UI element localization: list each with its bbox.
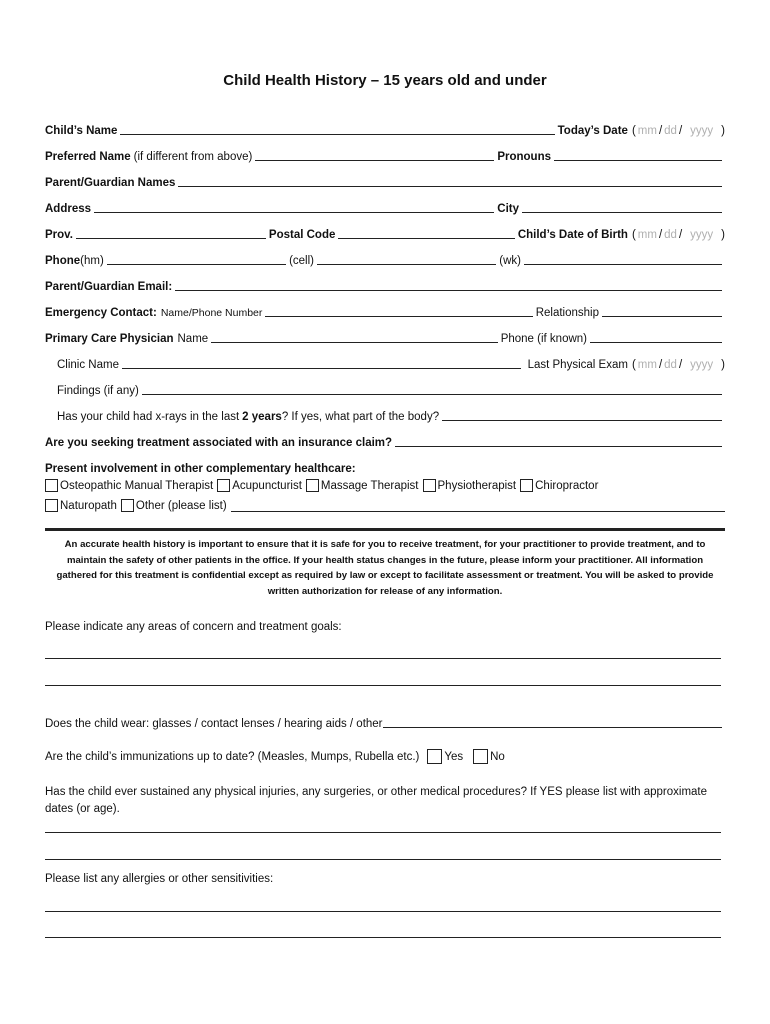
todays-date-label: Today’s Date [557,125,628,137]
checkbox[interactable] [121,499,134,512]
findings-label: Findings (if any) [57,385,139,397]
preferred-name-note: (if different from above) [133,151,253,163]
parent-names-row [45,173,725,189]
childs-name-label: Child’s Name [45,125,118,137]
physician-name-label: Name [177,333,209,345]
xrays-row [57,407,725,423]
parent-names-field[interactable] [178,186,722,187]
preferred-name-label: Preferred Name [45,151,131,163]
emergency-contact-field[interactable] [265,316,532,317]
checkbox[interactable] [427,749,442,764]
checkbox[interactable] [217,479,230,492]
phone-hm-field[interactable] [107,264,286,265]
city-field[interactable] [522,212,722,213]
concerns-question: Please indicate any areas of concern and treatment goals: [45,621,342,633]
checkbox[interactable] [306,479,319,492]
postal-code-label: Postal Code [268,229,336,241]
parent-email-row [45,277,725,293]
last-physical-dd[interactable]: dd [664,359,677,371]
checkbox[interactable] [473,749,488,764]
immunizations-no[interactable]: No [473,749,505,764]
injuries-line-2[interactable] [45,859,721,860]
postal-code-field[interactable] [338,238,514,239]
emergency-contact-label: Emergency Contact: [45,307,157,319]
physician-name-field[interactable] [211,342,498,343]
childs-name-field[interactable] [120,134,554,135]
phone-wk-label: (wk) [499,255,522,267]
preferred-name-row [45,147,725,163]
wear-row [45,714,725,730]
phone-cell-label: (cell) [289,255,314,267]
injuries-line-1[interactable] [45,832,721,833]
emergency-contact-row [45,303,725,319]
xrays-field[interactable] [442,420,722,421]
phone-row [45,251,725,267]
confidentiality-notice: An accurate health history is important to ensure that it is safe for you to receive treatment, for your practitioner to provide treatment, and to maintain the safety of other patients in the office. If your health status changes in the future, please inform your practitioner. All information gathered for this treatment is confidential except as required by law or except to facilitate assessment or treatment. You will be asked to provide written authorization for release of any information. [56,539,714,597]
checkbox[interactable] [45,479,58,492]
clinic-row: Clinic Name Last Physical Exam ( mm / dd / yyyy ) [57,359,725,371]
xrays-label-post: ? If yes, what part of the body? [281,411,440,423]
injuries-question: Has the child ever sustained any physical injuries, any surgeries, or other medical procedures? If YES please list with approximate dates (or age). [45,786,708,815]
parent-names-label: Parent/Guardian Names [45,177,176,189]
address-field[interactable] [94,212,494,213]
option-other[interactable]: Other (please list) [121,499,227,512]
allergies-line-2[interactable] [45,937,721,938]
page-title: Child Health History – 15 years old and under [223,72,547,89]
option-massage-therapist[interactable]: Massage Therapist [306,479,419,492]
findings-field[interactable] [142,394,722,395]
todays-date-mm[interactable]: mm [637,125,657,137]
concerns-line-1[interactable] [45,658,721,659]
preferred-name-field[interactable] [255,160,494,161]
wear-question: Does the child wear: glasses / contact lenses / hearing aids / other [45,718,383,730]
immunizations-row [45,749,509,764]
phone-wk-field[interactable] [524,264,722,265]
allergies-question: Please list any allergies or other sensitivities: [45,873,274,885]
physician-phone-label: Phone (if known) [500,333,587,345]
checkbox[interactable] [45,499,58,512]
parent-email-label: Parent/Guardian Email: [45,281,173,293]
option-acupuncturist[interactable]: Acupuncturist [217,479,302,492]
last-physical-mm[interactable]: mm [637,359,657,371]
complementary-options-row-2 [45,499,725,512]
option-osteopathic[interactable]: Osteopathic Manual Therapist [45,479,213,492]
childs-name-row: Child’s Name Today’s Date ( mm / dd / yyyy ) [45,125,725,137]
physician-label: Primary Care Physician [45,333,174,345]
prov-label: Prov. [45,229,73,241]
insurance-label: Are you seeking treatment associated with an insurance claim? [45,437,393,449]
immunizations-question: Are the child’s immunizations up to date? (Measles, Mumps, Rubella etc.) [45,750,420,763]
immunizations-yes[interactable]: Yes [427,749,463,764]
checkbox[interactable] [520,479,533,492]
section-divider [45,528,725,531]
option-naturopath[interactable]: Naturopath [45,499,117,512]
complementary-options-row-1 [45,479,602,492]
todays-date-dd[interactable]: dd [664,125,677,137]
address-label: Address [45,203,92,215]
allergies-line-1[interactable] [45,911,721,912]
dob-yyyy[interactable]: yyyy [690,229,714,241]
pronouns-label: Pronouns [497,151,551,163]
concerns-line-2[interactable] [45,685,721,686]
insurance-field[interactable] [395,446,722,447]
city-label: City [497,203,519,215]
findings-row [57,381,725,397]
physician-phone-field[interactable] [590,342,722,343]
complementary-row [45,459,725,475]
prov-field[interactable] [76,238,266,239]
xrays-label-pre: Has your child had x-rays in the last [57,411,240,423]
phone-cell-field[interactable] [317,264,496,265]
other-list-field[interactable] [231,499,725,512]
parent-email-field[interactable] [175,290,722,291]
last-physical-label: Last Physical Exam [527,359,628,371]
clinic-name-label: Clinic Name [57,359,119,371]
last-physical-yyyy[interactable]: yyyy [690,359,714,371]
option-chiropractor[interactable]: Chiropractor [520,479,598,492]
pronouns-field[interactable] [554,160,722,161]
phone-label: Phone [45,255,81,267]
relationship-label: Relationship [535,307,599,319]
address-row [45,199,725,215]
clinic-name-field[interactable] [122,368,521,369]
dob-mm[interactable]: mm [637,229,657,241]
todays-date-yyyy[interactable]: yyyy [690,125,714,137]
wear-field[interactable] [383,727,722,728]
child-dob-label: Child’s Date of Birth [517,229,628,241]
relationship-field[interactable] [602,316,722,317]
prov-row: Prov. Postal Code Child’s Date of Birth ( mm / dd / yyyy ) [45,229,725,241]
emergency-contact-sublabel: Name/Phone Number [160,307,263,319]
phone-hm-label: (hm) [80,255,104,267]
checkbox[interactable] [423,479,436,492]
complementary-label: Present involvement in other complementary healthcare: [45,463,356,475]
option-physiotherapist[interactable]: Physiotherapist [423,479,517,492]
insurance-row [45,433,725,449]
dob-dd[interactable]: dd [664,229,677,241]
physician-row [45,329,725,345]
xrays-label-bold: 2 years [242,411,282,423]
